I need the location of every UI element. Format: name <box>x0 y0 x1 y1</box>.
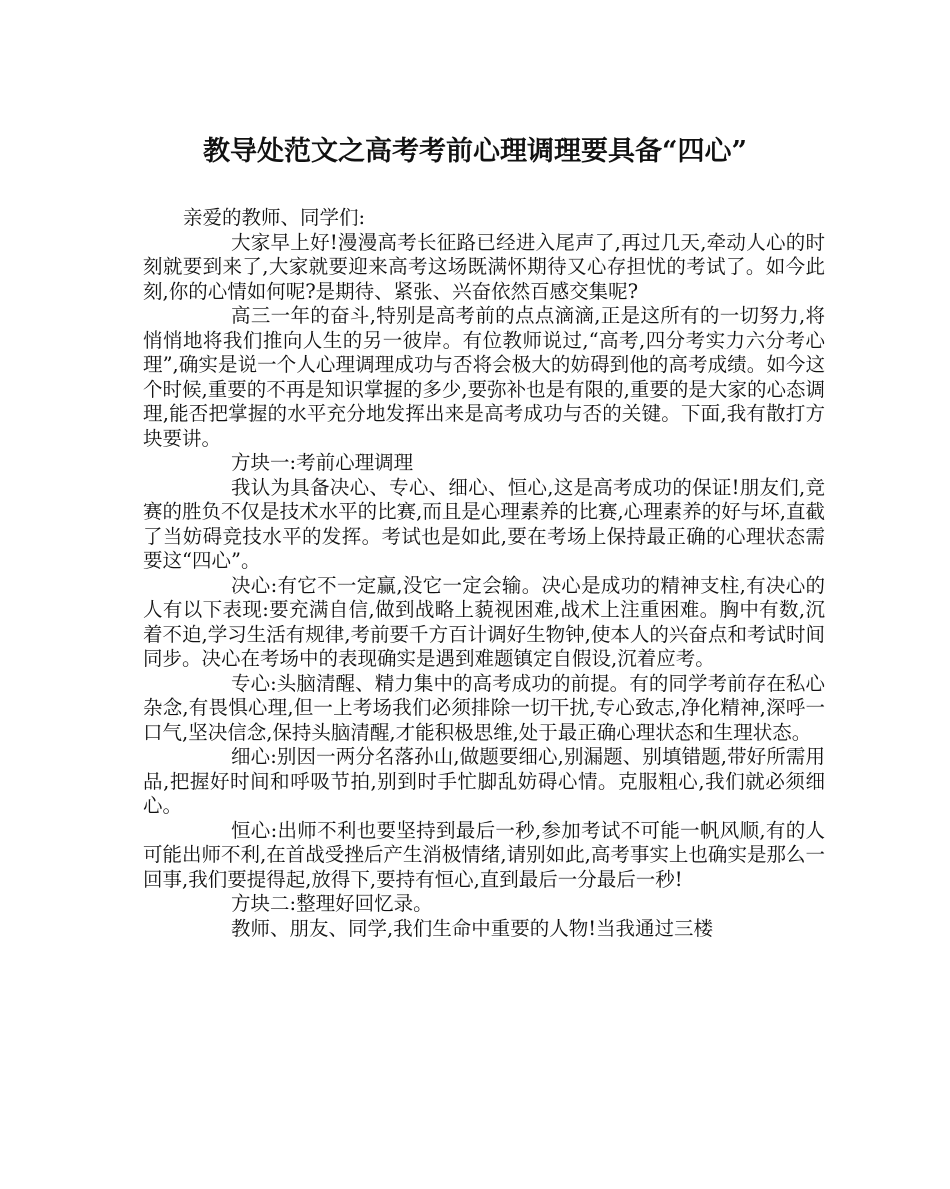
section-heading-two: 方块二:整理好回忆录。 <box>231 892 433 915</box>
document-body <box>143 206 825 941</box>
paragraph-memoir: 教师、朋友、同学,我们生命中重要的人物!当我通过三楼 <box>231 916 714 940</box>
paragraph-carefulness: 细心:别因一两分名落孙山,做题要细心,别漏题、别填错题,带好所需用品,把握好时间和呼吸节拍,别到时手忙脚乱妨碍心情。克服粗心,我们就必须细心。 <box>143 745 825 817</box>
salutation: 亲爱的教师、同学们: <box>183 206 366 229</box>
paragraph-senior-year: 高三一年的奋斗,特别是高考前的点点滴滴,正是这所有的一切努力,将悄悄地将我们推向人生的另一彼岸。有位教师说过,“高考,四分考实力六分考心理”,确实是说一个人心理调理成功与否将会极大的妨碍到他的高考成绩。如今这个时候,重要的不再是知识掌握的多少,要弥补也是有限的,重要的是大家的心态调理,能否把掌握的水平充分地发挥出来是高考成功与否的关键。下面,我有散打方块要讲。 <box>143 304 825 450</box>
section-heading-one: 方块一:考前心理调理 <box>231 451 414 474</box>
document-title: 教导处范文之高考考前心理调理要具备“四心” <box>202 136 748 167</box>
paragraph-greeting: 大家早上好!漫漫高考长征路已经进入尾声了,再过几天,牵动人心的时刻就要到来了,大家就要迎来高考这场既满怀期待又心存担忧的考试了。如今此刻,你的心情如何呢?是期待、紧张、兴奋依然百感交集呢? <box>143 230 825 303</box>
paragraph-concentration: 专心:头脑清醒、精力集中的高考成功的前提。有的同学考前存在私心杂念,有畏惧心理,但一上考场我们必须排除一切干扰,专心致志,净化精神,深呼一口气,坚决信念,保持头脑清醒,才能积极思维,处于最正确心理状态和生理状态。 <box>143 671 825 744</box>
paragraph-four-hearts: 我认为具备决心、专心、细心、恒心,这是高考成功的保证!朋友们,竞赛的胜负不仅是技术水平的比赛,而且是心理素养的比赛,心理素养的好与坏,直截了当妨碍竞技水平的发挥。考试也是如此,要在考场上保持最正确的心理状态需要这“四心”。 <box>143 475 825 572</box>
paragraph-determination: 决心:有它不一定赢,没它一定会输。决心是成功的精神支柱,有决心的人有以下表现:要充满自信,做到战略上藐视困难,战术上注重困难。胸中有数,沉着不迫,学习生活有规律,考前要千方百计调好生物钟,使本人的兴奋点和考试时间同步。决心在考场中的表现确实是遇到难题镇定自假设,沉着应考。 <box>143 573 825 670</box>
paragraph-perseverance: 恒心:出师不利也要坚持到最后一秒,参加考试不可能一帆风顺,有的人可能出师不利,在首战受挫后产生消极情绪,请别如此,高考事实上也确实是那么一回事,我们要提得起,放得下,要持有恒心,直到最后一分最后一秒! <box>143 818 825 891</box>
